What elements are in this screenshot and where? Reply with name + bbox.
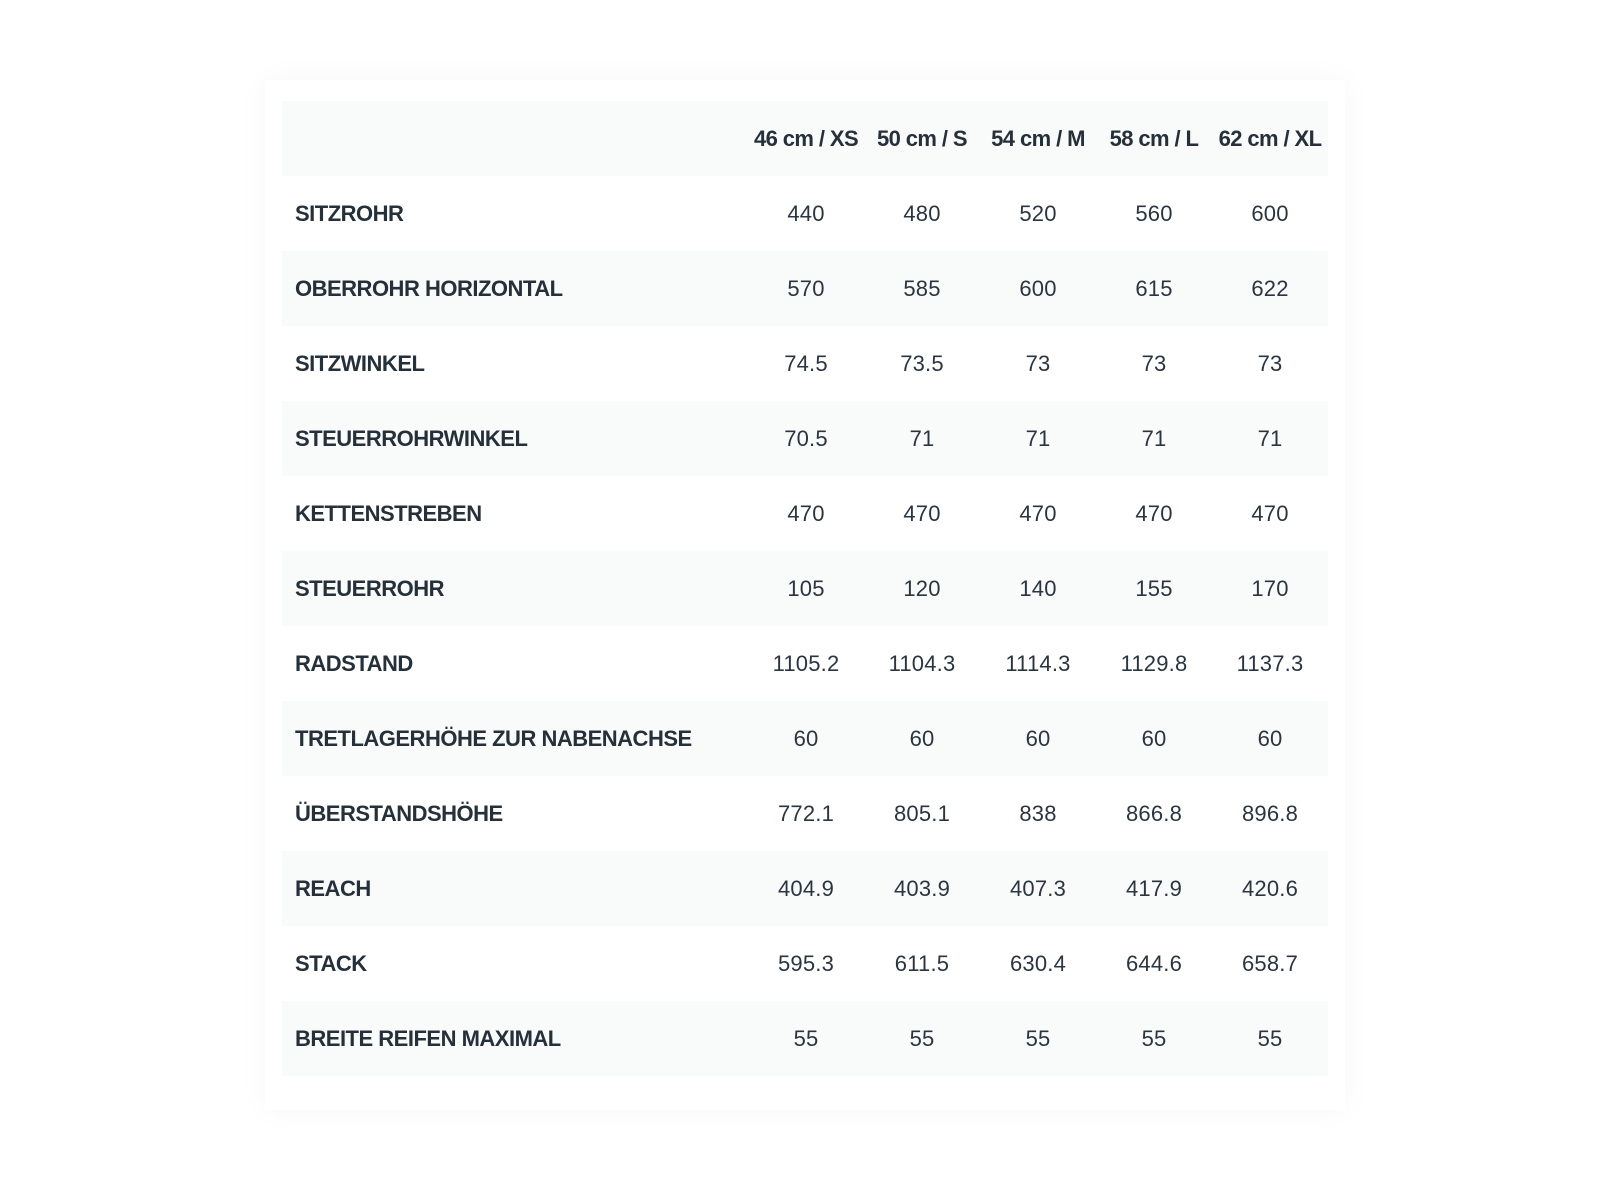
table-row: [282, 851, 1328, 926]
table-row: [282, 401, 1328, 476]
cell-value: 470: [1135, 500, 1173, 526]
cell-value: 60: [1025, 725, 1051, 751]
cell-value: 615: [1135, 275, 1173, 301]
cell-value: 520: [1019, 200, 1057, 226]
cell-value: 1114.3: [1005, 650, 1071, 676]
row-label: TRETLAGERHÖHE ZUR NABENACHSE: [295, 725, 692, 751]
cell-value: 55: [1257, 1025, 1283, 1051]
cell-value: 60: [909, 725, 935, 751]
header-size-l: 58 cm / L: [1109, 125, 1199, 151]
cell-value: 105: [787, 575, 825, 601]
cell-value: 805.1: [893, 800, 951, 826]
cell-value: 560: [1135, 200, 1173, 226]
table-row: [282, 551, 1328, 626]
cell-value: 772.1: [777, 800, 835, 826]
cell-value: 622: [1251, 275, 1289, 301]
cell-value: 1137.3: [1236, 650, 1304, 676]
table-row: [282, 176, 1328, 251]
cell-value: 470: [1251, 500, 1289, 526]
row-label: STEUERROHR: [295, 575, 445, 601]
table-row: [282, 326, 1328, 401]
cell-value: 866.8: [1125, 800, 1183, 826]
row-label: RADSTAND: [295, 650, 413, 676]
cell-value: 417.9: [1125, 875, 1183, 901]
cell-value: 155: [1135, 575, 1173, 601]
cell-value: 120: [903, 575, 941, 601]
cell-value: 73.5: [900, 350, 944, 376]
cell-value: 470: [787, 500, 825, 526]
cell-value: 440: [787, 200, 825, 226]
cell-value: 73: [1257, 350, 1283, 376]
cell-value: 570: [787, 275, 825, 301]
cell-value: 595.3: [777, 950, 835, 976]
cell-value: 838: [1019, 800, 1057, 826]
row-label: BREITE REIFEN MAXIMAL: [295, 1025, 561, 1051]
cell-value: 470: [903, 500, 941, 526]
cell-value: 403.9: [893, 875, 951, 901]
cell-value: 658.7: [1241, 950, 1299, 976]
cell-value: 71: [909, 425, 935, 451]
cell-value: 60: [793, 725, 819, 751]
cell-value: 70.5: [784, 425, 828, 451]
row-label: KETTENSTREBEN: [295, 500, 482, 526]
cell-value: 404.9: [777, 875, 835, 901]
cell-value: 1105.2: [772, 650, 840, 676]
row-label: REACH: [295, 875, 371, 901]
cell-value: 55: [793, 1025, 819, 1051]
header-size-xl: 62 cm / XL: [1218, 125, 1322, 151]
cell-value: 600: [1019, 275, 1057, 301]
cell-value: 1104.3: [888, 650, 956, 676]
row-label: OBERROHR HORIZONTAL: [295, 275, 563, 301]
cell-value: 74.5: [784, 350, 828, 376]
table-row: [282, 701, 1328, 776]
row-label: STACK: [295, 950, 367, 976]
table-row: [282, 476, 1328, 551]
header-size-s: 50 cm / S: [877, 125, 967, 151]
header-label-cell: [282, 101, 748, 176]
table-row: [282, 251, 1328, 326]
cell-value: 470: [1019, 500, 1057, 526]
row-label: STEUERROHRWINKEL: [295, 425, 528, 451]
table-row: [282, 926, 1328, 1001]
row-label: SITZROHR: [295, 200, 404, 226]
cell-value: 71: [1025, 425, 1051, 451]
header-size-xs: 46 cm / XS: [753, 125, 859, 151]
row-label: SITZWINKEL: [295, 350, 425, 376]
table-row: [282, 1001, 1328, 1076]
cell-value: 611.5: [894, 950, 950, 976]
cell-value: 630.4: [1009, 950, 1067, 976]
cell-value: 71: [1141, 425, 1167, 451]
cell-value: 73: [1025, 350, 1051, 376]
table-row: [282, 776, 1328, 851]
cell-value: 896.8: [1241, 800, 1299, 826]
cell-value: 55: [1141, 1025, 1167, 1051]
cell-value: 60: [1257, 725, 1283, 751]
cell-value: 420.6: [1241, 875, 1299, 901]
cell-value: 71: [1257, 425, 1283, 451]
geometry-table: [282, 101, 1328, 1076]
cell-value: 170: [1251, 575, 1289, 601]
cell-value: 140: [1019, 575, 1057, 601]
cell-value: 407.3: [1009, 875, 1067, 901]
cell-value: 73: [1141, 350, 1167, 376]
cell-value: 585: [903, 275, 941, 301]
cell-value: 1129.8: [1120, 650, 1188, 676]
cell-value: 600: [1251, 200, 1289, 226]
cell-value: 644.6: [1125, 950, 1183, 976]
cell-value: 60: [1141, 725, 1167, 751]
header-size-m: 54 cm / M: [991, 125, 1085, 151]
table-row: [282, 626, 1328, 701]
table-header-row: [282, 101, 1328, 176]
cell-value: 480: [903, 200, 941, 226]
row-label: ÜBERSTANDSHÖHE: [295, 800, 503, 826]
cell-value: 55: [1025, 1025, 1051, 1051]
cell-value: 55: [909, 1025, 935, 1051]
